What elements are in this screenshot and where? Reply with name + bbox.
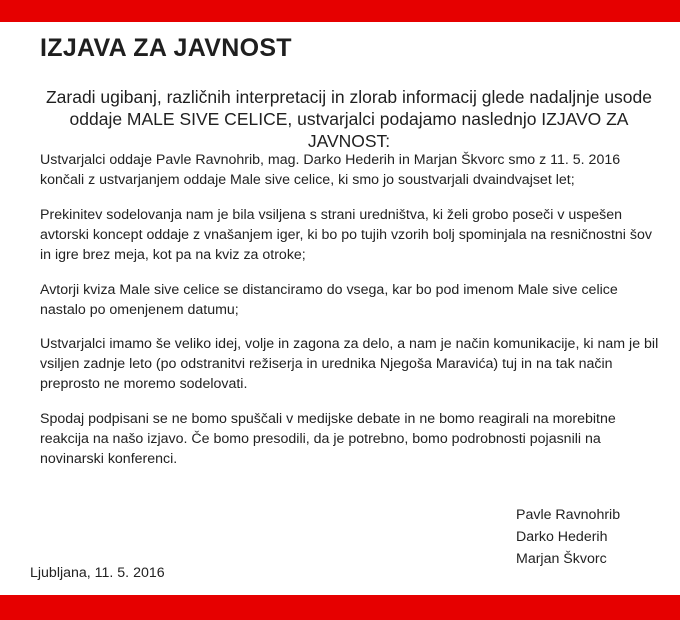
statement-sheet (0, 22, 680, 595)
document-title: IZJAVA ZA JAVNOST (40, 34, 292, 62)
paragraph-3: Avtorji kviza Male sive celice se distanciramo do vsega, kar bo pod imenom Male sive celice nastalo po omenjenem datumu; (40, 282, 618, 318)
signatory-1: Pavle Ravnohrib (516, 507, 621, 523)
signatory-3: Marjan Škvorc (516, 551, 607, 567)
place-date: Ljubljana, 11. 5. 2016 (30, 565, 165, 581)
intro-paragraph: Zaradi ugibanj, različnih interpretacij in zlorab informacij glede nadaljnje usode oddaje MALE SIVE CELICE, ustvarjalci podajamo naslednjo IZJAVO ZA JAVNOST: (45, 87, 653, 151)
paragraph-4: Ustvarjalci imamo še veliko idej, volje in zagona za delo, a nam je način komunikacije, ki nam je bil vsiljen zadnje leto (po odstranitvi režiserja in urednika Njegoša Maravića) tuj in na tak način preprosto ne moremo sodelovati. (40, 336, 659, 392)
paragraph-5: Spodaj podpisani se ne bomo spuščali v medijske debate in ne bomo reagirali na morebitne reakcija na našo izjavo. Če bomo presodili, da je potrebno, bomo podrobnosti pojasnili na novinarski konferenci. (40, 411, 616, 467)
paragraph-2: Prekinitev sodelovanja nam je bila vsiljena s strani uredništva, ki želi grobo poseči v uspešen avtorski koncept oddaje z vnašanjem iger, ki bo po tujih vzorih bolj spominjala na resničnostni šov in igre brez meja, kot pa na kviz za otroke; (40, 207, 652, 263)
paragraph-1: Ustvarjalci oddaje Pavle Ravnohrib, mag. Darko Hederih in Marjan Škvorc smo z 11. 5. 2016 končali z ustvarjanjem oddaje Male sive celice, ki smo jo soustvarjali dvaindvajset let; (40, 152, 621, 188)
signatories-block (516, 504, 620, 570)
signatory-2: Darko Hederih (516, 529, 608, 545)
